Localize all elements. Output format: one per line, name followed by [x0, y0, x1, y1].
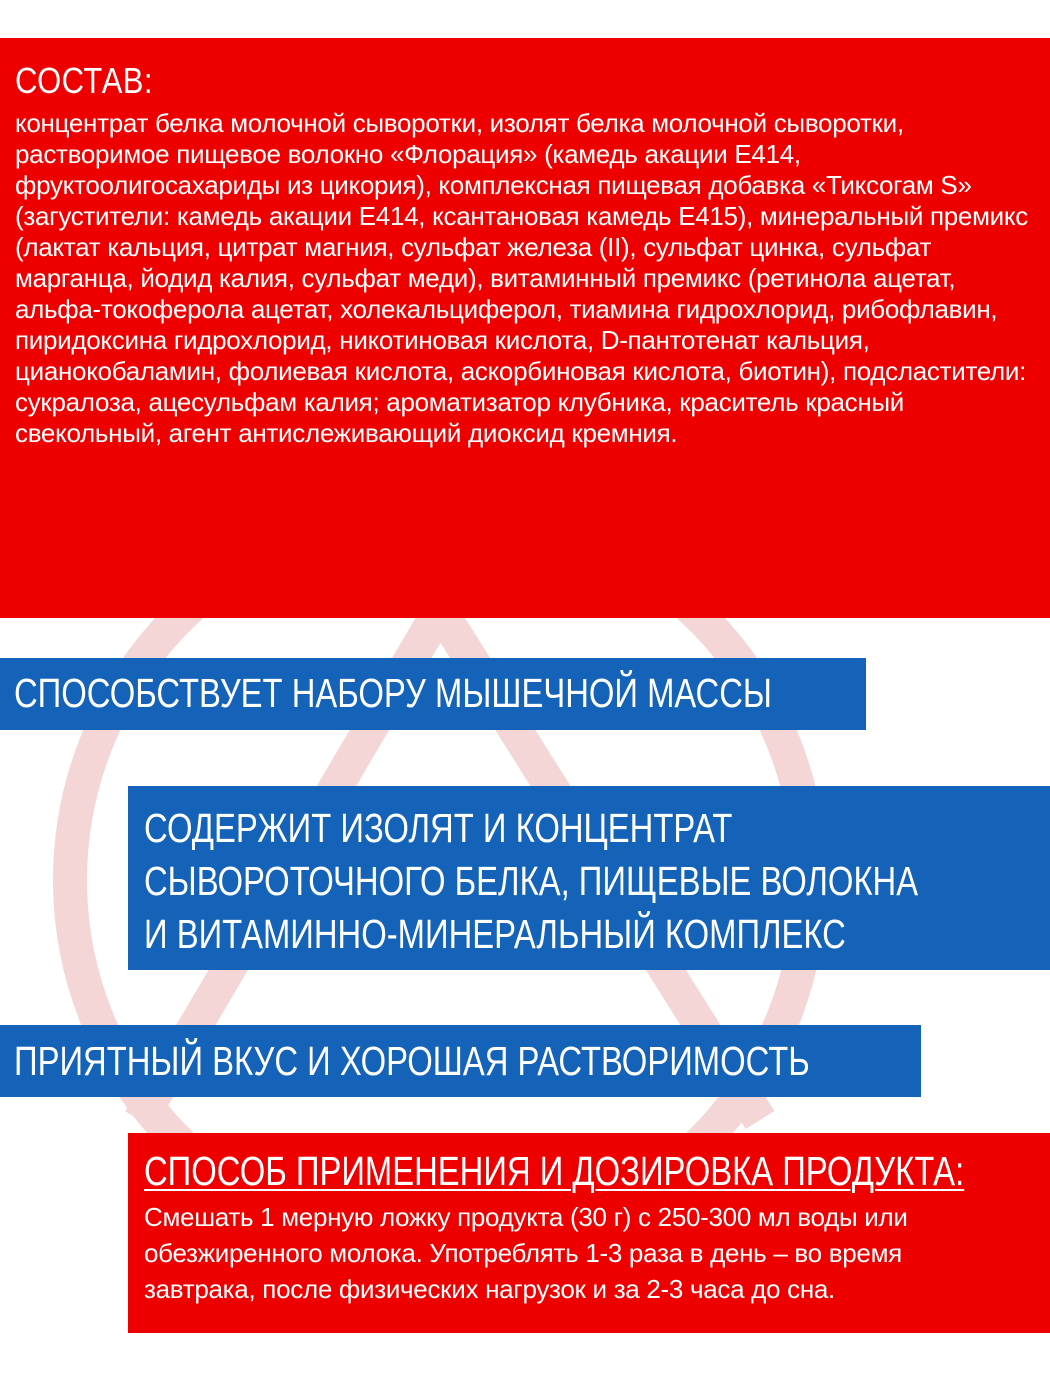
composition-panel: [0, 38, 1050, 618]
usage-title: СПОСОБ ПРИМЕНЕНИЯ И ДОЗИРОВКА ПРОДУКТА:: [144, 1148, 965, 1194]
composition-title: СОСТАВ:: [15, 60, 153, 101]
feature-contains-banner: [128, 786, 1050, 970]
feature-muscle-banner: [0, 658, 866, 730]
feature-taste-banner: [0, 1025, 921, 1097]
composition-text: концентрат белка молочной сыворотки, изолят белка молочной сыворотки, растворимое пищевое волокно «Флорация» (камедь акации Е414, фруктоолигосахариды из цикория), комплексная пищевая добавка «Тиксогам S» (загустители: камедь акации Е414, ксантановая камедь Е415), минеральный премикс (лактат кальция, цитрат магния, сульфат железа (II), сульфат цинка, сульфат марганца, йодид калия, сульфат меди), витаминный премикс (ретинола ацетат, альфа-токоферола ацетат, холекальциферол, тиамина гидрохлорид, рибофлавин, пиридоксина гидрохлорид, никотиновая кислота, D-пантотенат кальция, цианокобаламин, фолиевая кислота, аскорбиновая кислота, биотин), подсластители: сукралоза, ацесульфам калия; ароматизатор клубника, краситель красный свекольный, агент антислеживающий диоксид кремния.: [15, 108, 1028, 448]
feature-contains-line: СОДЕРЖИТ ИЗОЛЯТ И КОНЦЕНТРАТ: [144, 805, 733, 851]
feature-contains-line: И ВИТАМИННО-МИНЕРАЛЬНЫЙ КОМПЛЕКС: [144, 911, 846, 957]
feature-taste-text: ПРИЯТНЫЙ ВКУС И ХОРОШАЯ РАСТВОРИМОСТЬ: [14, 1038, 810, 1084]
feature-muscle-text: СПОСОБСТВУЕТ НАБОРУ МЫШЕЧНОЙ МАССЫ: [14, 670, 772, 716]
usage-panel: [128, 1133, 1050, 1333]
usage-text: Смешать 1 мерную ложку продукта (30 г) с 250-300 мл воды или обезжиренного молока. Употреблять 1-3 раза в день – во время завтрака, после физических нагрузок и за 2-3 часа до сна.: [144, 1202, 908, 1304]
feature-contains-line: СЫВОРОТОЧНОГО БЕЛКА, ПИЩЕВЫЕ ВОЛОКНА: [144, 858, 919, 904]
